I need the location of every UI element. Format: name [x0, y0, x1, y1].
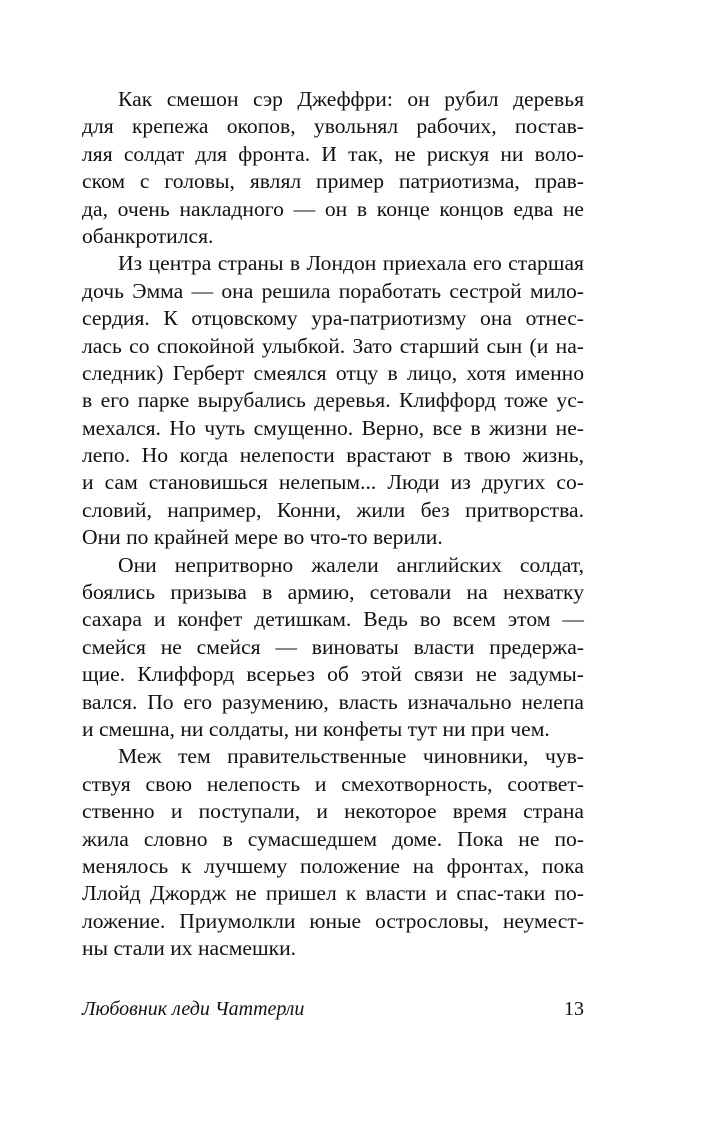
text-line: ляя солдат для фронта. И так, не рискуя ни воло-: [82, 141, 584, 166]
text-line: Они по крайней мере во что-то верили.: [82, 525, 443, 550]
text-line: словий, например, Конни, жили без притворства.: [82, 497, 584, 522]
text-line: мехался. Но чуть смущенно. Верно, все в жизни не-: [82, 415, 584, 440]
text-line: лась со спокойной улыбкой. Зато старший сын (и на-: [82, 333, 584, 358]
text-line: Как смешон сэр Джеффри: он рубил деревья: [118, 87, 584, 111]
text-line: Меж тем правительственные чиновники, чув-: [118, 744, 584, 769]
text-line: вался. По его разумению, власть изначально нелепа: [82, 689, 584, 714]
paragraph-4: [82, 743, 584, 962]
running-footer-title: Любовник леди Чаттерли: [82, 998, 305, 1020]
text-line: ны стали их насмешки.: [82, 936, 297, 961]
text-line: смейся не смейся — виноваты власти предержа-: [82, 634, 584, 659]
text-line: Они непритворно жалели английских солдат,: [118, 552, 584, 577]
text-line: сахара и конфет детишкам. Ведь во всем этом —: [82, 607, 584, 632]
paragraph-3: [82, 552, 584, 744]
text-line: сердия. К отцовскому ура-патриотизму она отнес-: [82, 306, 584, 331]
page-number: 13: [564, 998, 584, 1020]
text-line: Ллойд Джордж не пришел к власти и спас-таки по-: [82, 881, 584, 906]
text-line: боялись призыва в армию, сетовали на нехватку: [82, 580, 584, 605]
text-line: обанкротился.: [82, 223, 214, 248]
text-line: Из центра страны в Лондон приехала его старшая: [118, 251, 584, 276]
text-line: ложение. Приумолкли юные острословы, неумест-: [82, 908, 584, 933]
text-line: ском с головы, являл пример патриотизма, прав-: [82, 169, 584, 194]
text-line: ственно и поступали, и некоторое время страна: [82, 799, 584, 824]
text-line: в его парке вырубались деревья. Клиффорд тоже ус-: [82, 388, 584, 413]
text-line: да, очень накладного — он в конце концов едва не: [82, 196, 584, 221]
text-line: для крепежа окопов, увольнял рабочих, постав-: [82, 114, 584, 139]
text-line: щие. Клиффорд всерьез об этой связи не задумы-: [82, 662, 584, 687]
text-line: жила словно в сумасшедшем доме. Пока не по-: [82, 826, 584, 851]
text-line: менялось к лучшему положение на фронтах, пока: [82, 853, 584, 878]
text-line: лепо. Но когда нелепости врастают в твою жизнь,: [82, 443, 584, 468]
paragraph-2: [82, 250, 584, 551]
text-line: дочь Эмма — она решила поработать сестрой мило-: [82, 278, 584, 303]
body-text: [82, 86, 584, 963]
text-line: и сам становишься нелепым... Люди из других со-: [82, 470, 584, 495]
text-line: следник) Герберт смеялся отцу в лицо, хотя именно: [82, 360, 584, 385]
text-line: и смешна, ни солдаты, ни конфеты тут ни при чем.: [82, 716, 550, 741]
text-line: ствуя свою нелепость и смехотворность, соответ-: [82, 771, 584, 796]
paragraph-1: [82, 86, 584, 250]
